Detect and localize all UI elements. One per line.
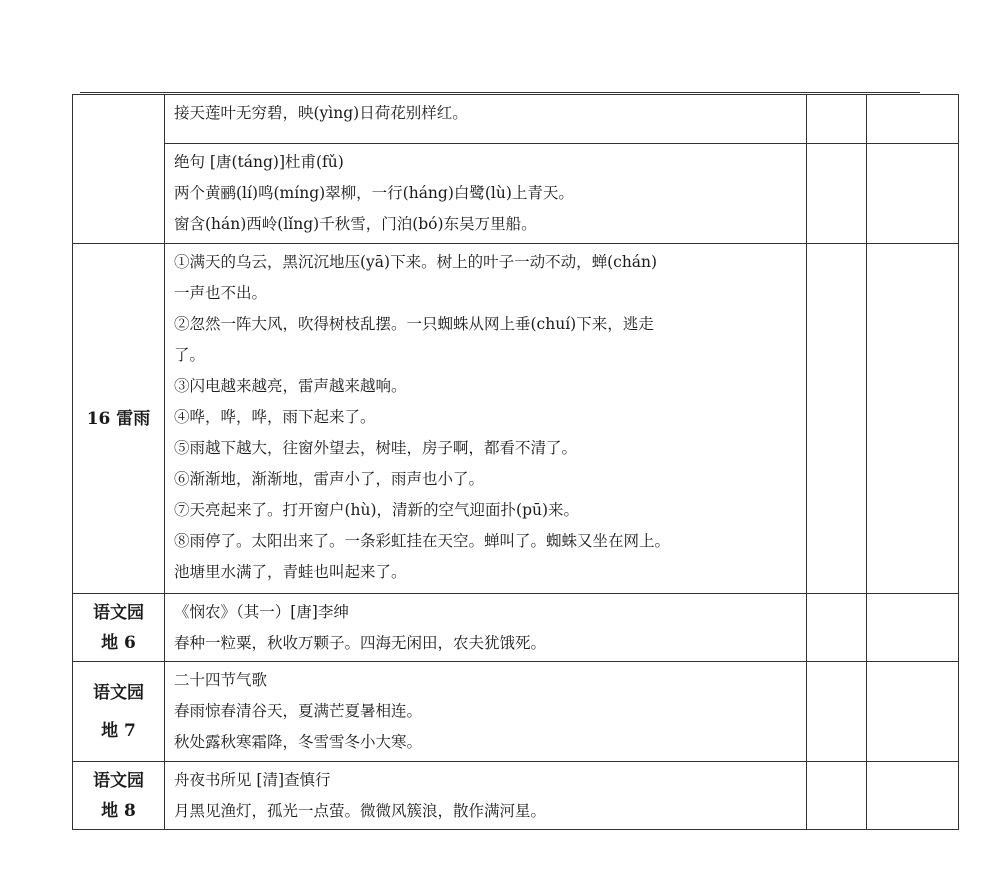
row-content: [165, 244, 807, 594]
text-line: 舟夜书所见 [清]查慎行: [174, 771, 331, 789]
blank-cell: [867, 594, 959, 662]
blank-cell: [807, 762, 867, 830]
text-line: ⑦天亮起来了。打开窗户(hù)，清新的空气迎面扑(pū)来。: [174, 501, 580, 519]
lesson-title: 地 7: [101, 720, 136, 741]
text-line: 了。: [174, 346, 206, 364]
text-line: 两个黄鹂(lí)鸣(míng)翠柳，一行(háng)白鹭(lù)上青天。: [174, 184, 574, 202]
table-row: [73, 762, 959, 830]
lesson-title: 语文园: [93, 602, 144, 623]
text-line: ②忽然一阵大风，吹得树枝乱摆。一只蜘蛛从网上垂(chuí)下来，逃走: [174, 315, 654, 333]
blank-cell: [807, 594, 867, 662]
text-line: ④哗，哗，哗，雨下起来了。: [174, 408, 376, 426]
text-line: ⑤雨越下越大，往窗外望去，树哇，房子啊，都看不清了。: [174, 439, 578, 457]
lesson-title: 地 8: [101, 800, 136, 821]
text-line: ①满天的乌云，黑沉沉地压(yā)下来。树上的叶子一动不动，蝉(chán): [174, 253, 658, 271]
blank-cell: [807, 144, 867, 244]
text-line: ⑥渐渐地，渐渐地，雷声小了，雨声也小了。: [174, 470, 485, 488]
blank-cell: [807, 662, 867, 762]
table-row: [73, 95, 959, 144]
row-content: [165, 762, 807, 830]
row-label: [73, 662, 165, 762]
text-line: ⑧雨停了。太阳出来了。一条彩虹挂在天空。蝉叫了。蜘蛛又坐在网上。: [174, 532, 671, 550]
text-line: 接天莲叶无穷碧，映(yìng)日荷花别样红。: [174, 104, 468, 122]
table-row: [73, 144, 959, 244]
row-label: [73, 244, 165, 594]
text-line: 池塘里水满了，青蛙也叫起来了。: [174, 563, 407, 581]
text-line: 春雨惊春清谷天，夏满芒夏暑相连。: [174, 702, 423, 720]
blank-cell: [867, 144, 959, 244]
text-line: 窗含(hán)西岭(lǐng)千秋雪，门泊(bó)东吴万里船。: [174, 215, 537, 233]
table-row: [73, 594, 959, 662]
lesson-title: 语文园: [93, 770, 144, 791]
row-content: [165, 95, 807, 144]
blank-cell: [807, 95, 867, 144]
text-line: 月黑见渔灯，孤光一点萤。微微风簇浪，散作满河星。: [174, 802, 547, 820]
text-line: 秋处露秋寒霜降，冬雪雪冬小大寒。: [174, 733, 423, 751]
blank-cell: [867, 662, 959, 762]
blank-cell: [807, 244, 867, 594]
row-label: [73, 95, 165, 244]
row-content: [165, 662, 807, 762]
row-label: [73, 594, 165, 662]
row-content: [165, 144, 807, 244]
blank-cell: [867, 762, 959, 830]
row-label: [73, 762, 165, 830]
row-content: [165, 594, 807, 662]
lesson-title: 语文园: [93, 682, 144, 703]
table-row: [73, 244, 959, 594]
blank-cell: [867, 95, 959, 144]
text-line: 绝句 [唐(táng)]杜甫(fǔ): [174, 153, 344, 171]
table-row: [73, 662, 959, 762]
text-line: 二十四节气歌: [174, 671, 268, 689]
top-rule: [80, 92, 920, 93]
lesson-title: 16 雷雨: [86, 408, 151, 429]
text-line: 春种一粒粟，秋收万颗子。四海无闲田，农夫犹饿死。: [174, 634, 547, 652]
text-line: 《悯农》（其一）[唐]李绅: [174, 603, 349, 621]
text-line: 一声也不出。: [174, 284, 268, 302]
text-line: ③闪电越来越亮，雷声越来越响。: [174, 377, 407, 395]
poem-table: [72, 94, 959, 830]
blank-cell: [867, 244, 959, 594]
lesson-title: 地 6: [101, 632, 136, 653]
